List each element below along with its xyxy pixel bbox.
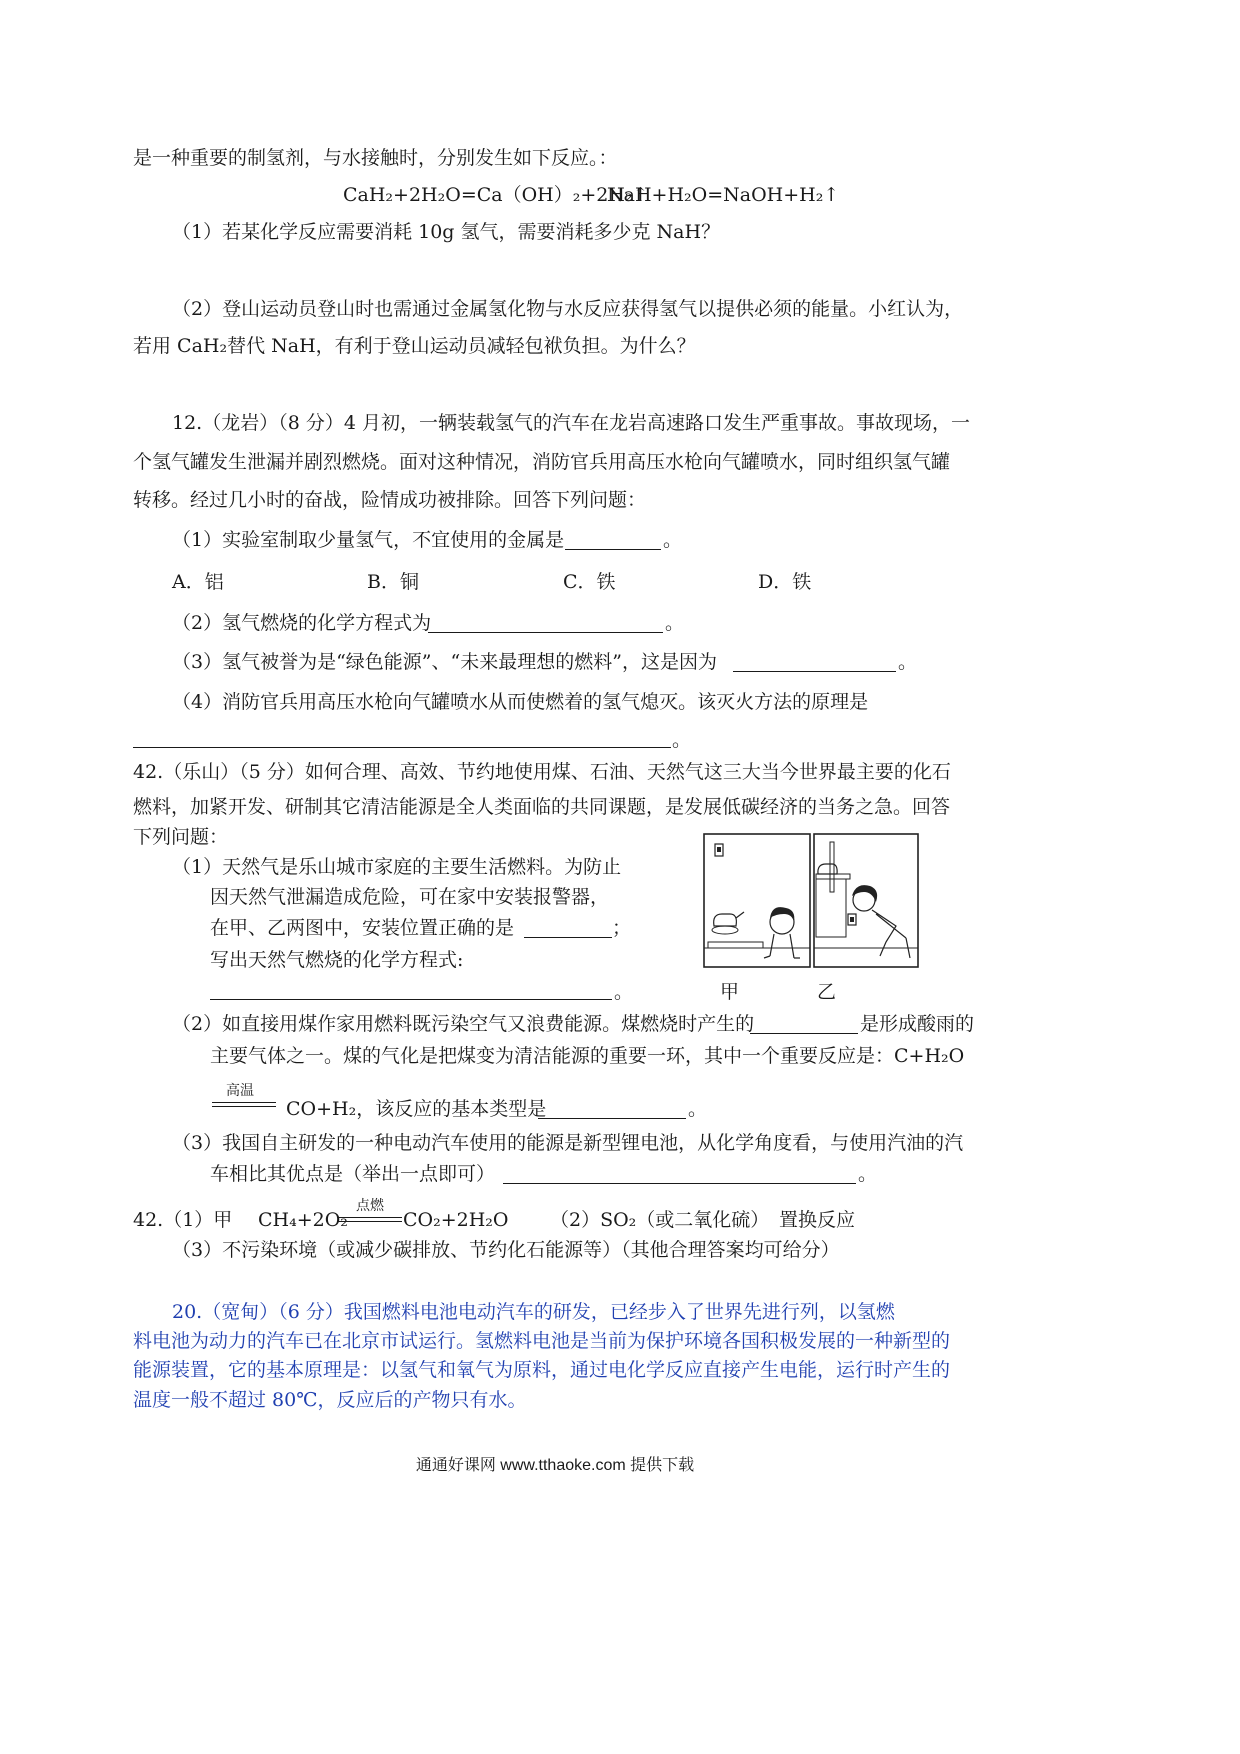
reaction-condition-ignite	[338, 1198, 402, 1225]
answer-blank[interactable]	[538, 1118, 686, 1119]
problem12-q2: （2）氢气燃烧的化学方程式为	[172, 612, 432, 634]
period: 。	[858, 1163, 878, 1185]
condition-label: 高温	[226, 1083, 254, 1099]
problem42-line3: 下列问题：	[133, 826, 229, 848]
answer-blank[interactable]	[428, 632, 663, 633]
problem42-line1: 42.（乐山）（5 分）如何合理、高效、节约地使用煤、石油、天然气这三大当今世界最主要的化石	[133, 761, 951, 783]
problem42-q1-line2: 因天然气泄漏造成危险，可在家中安装报警器，	[210, 886, 610, 908]
period: 。	[663, 529, 683, 551]
answer42-part3: （3）不污染环境（或减少碳排放、节约化石能源等）（其他合理答案均可给分）	[172, 1239, 840, 1261]
answer42-equation-right: CO₂+2H₂O	[403, 1209, 509, 1231]
problem42-q3-line1: （3）我国自主研发的一种电动汽车使用的能源是新型锂电池，从化学角度看，与使用汽油的汽	[172, 1132, 964, 1154]
problem42-line2: 燃料，加紧开发、研制其它清洁能源是全人类面临的共同课题，是发展低碳经济的当务之急。回答	[133, 796, 951, 818]
answer-blank[interactable]	[565, 549, 661, 550]
period: 。	[672, 729, 692, 751]
figure-label-jia: 甲	[720, 981, 740, 1003]
problem42-q2-line1: （2）如直接用煤作家用燃料既污染空气又浪费能源。煤燃烧时产生的	[172, 1013, 755, 1035]
option-a: A．铝	[172, 571, 224, 593]
period: 。	[614, 981, 634, 1003]
reaction-condition-high-temp	[212, 1083, 276, 1110]
problem20-line4: 温度一般不超过 80℃，反应后的产物只有水。	[133, 1389, 527, 1411]
problem42-q2-line3: CO+H₂，该反应的基本类型是	[286, 1098, 547, 1120]
problem42-q3-line2: 车相比其优点是（举出一点即可）	[210, 1163, 496, 1185]
answer42-equation-left: CH₄+2O₂	[258, 1209, 348, 1231]
condition-label: 点燃	[356, 1198, 384, 1214]
semicolon: ；	[612, 917, 632, 939]
alarm-placement-figure	[700, 830, 922, 972]
page-footer: 通通好课网 www.tthaoke.com 提供下载	[415, 1457, 695, 1474]
problem20-line2: 料电池为动力的汽车已在北京市试运行。氢燃料电池是当前为保护环境各国积极发展的一种新型的	[133, 1330, 951, 1352]
answer42-part2: （2）SO₂（或二氧化硫）	[550, 1209, 770, 1231]
question-nah-mass: （1）若某化学反应需要消耗 10g 氢气，需要消耗多少克 NaH？	[172, 221, 721, 243]
problem20-line1: 20.（宽甸）（6 分）我国燃料电池电动汽车的研发，已经步入了世界先进行列，以氢燃	[172, 1301, 895, 1323]
problem12-line2: 个氢气罐发生泄漏并剧烈燃烧。面对这种情况，消防官兵用高压水枪向气罐喷水，同时组织氢气罐	[133, 451, 951, 473]
problem12-q4: （4）消防官兵用高压水枪向气罐喷水从而使燃着的氢气熄灭。该灭火方法的原理是	[172, 691, 869, 713]
answer42-part1-label: 42.（1）甲	[133, 1209, 233, 1231]
answer-blank[interactable]	[733, 671, 896, 672]
question-cah2-line1: （2）登山运动员登山时也需通过金属氢化物与水反应获得氢气以提供必须的能量。小红认为，	[172, 298, 964, 320]
equation-nah: NaH+H₂O=NaOH+H₂↑	[607, 184, 840, 206]
answer-blank[interactable]	[524, 937, 612, 938]
problem42-q2-line1-end: 是形成酸雨的	[860, 1013, 975, 1035]
problem20-line3: 能源装置，它的基本原理是：以氢气和氧气为原料，通过电化学反应直接产生电能，运行时产生的	[133, 1359, 951, 1381]
option-b: B．铜	[367, 571, 419, 593]
problem12-q1: （1）实验室制取少量氢气，不宜使用的金属是	[172, 529, 565, 551]
kettle-icon	[714, 914, 737, 926]
problem42-q1-line4: 写出天然气燃烧的化学方程式:	[210, 949, 464, 971]
question-cah2-line2: 若用 CaH₂替代 NaH，有利于登山运动员减轻包袱负担。为什么？	[133, 335, 696, 357]
problem42-q1-line3: 在甲、乙两图中，安装位置正确的是	[210, 917, 515, 939]
equation-cah2: CaH₂+2H₂O=Ca（OH）₂+2H₂↑	[343, 184, 649, 206]
problem12-q3: （3）氢气被誉为是“绿色能源”、“未来最理想的燃料”，这是因为	[172, 651, 717, 673]
figure-label-yi: 乙	[817, 981, 837, 1003]
answer42-part2-type: 置换反应	[779, 1209, 856, 1231]
period: 。	[898, 651, 918, 673]
option-c: C．铁	[563, 571, 616, 593]
period: 。	[665, 612, 685, 634]
figure-panel-left	[704, 834, 810, 967]
option-d: D．铁	[758, 571, 812, 593]
answer-blank[interactable]	[210, 999, 612, 1000]
answer-blank[interactable]	[133, 747, 671, 748]
problem12-line3: 转移。经过几小时的奋战，险情成功被排除。回答下列问题：	[133, 489, 647, 511]
answer-blank[interactable]	[750, 1033, 858, 1034]
problem42-q2-line2: 主要气体之一。煤的气化是把煤变为清洁能源的重要一环，其中一个重要反应是：C+H₂O	[210, 1045, 965, 1067]
problem12-line1: 12.（龙岩）（8 分）4 月初，一辆装载氢气的汽车在龙岩高速路口发生严重事故。事故现场，一	[172, 412, 970, 434]
answer-blank[interactable]	[503, 1183, 856, 1184]
intro-text: 是一种重要的制氢剂，与水接触时，分别发生如下反应。：	[133, 147, 618, 169]
period: 。	[688, 1098, 708, 1120]
problem42-q1-line1: （1）天然气是乐山城市家庭的主要生活燃料。为防止	[172, 856, 622, 878]
